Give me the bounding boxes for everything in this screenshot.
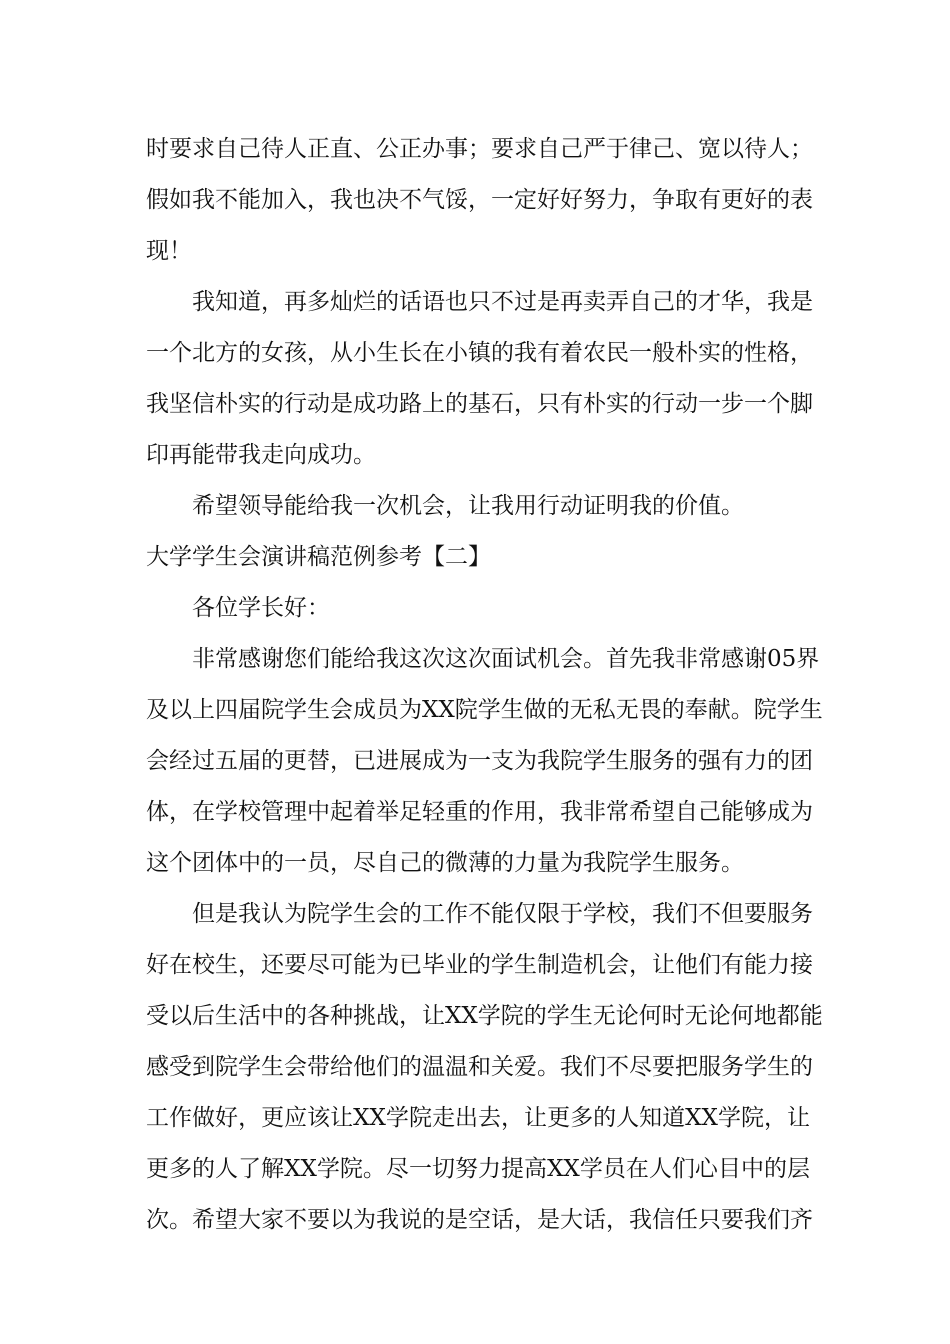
text-line: 我知道，再多灿烂的话语也只不过是再卖弄自己的才华，我是	[192, 289, 813, 315]
text-line: 时要求自己待人正直、公正办事；要求自己严于律己、宽以待人；	[146, 136, 813, 162]
text-line: 非常感谢您们能给我这次这次面试机会。首先我非常感谢05界	[192, 646, 820, 672]
text-line: 但是我认为院学生会的工作不能仅限于学校，我们不但要服务	[192, 901, 813, 927]
text-line: 一个北方的女孩，从小生长在小镇的我有着农民一般朴实的性格，	[146, 340, 813, 366]
document-body	[146, 124, 823, 1246]
text-line: 印再能带我走向成功。	[146, 442, 376, 468]
text-line: 及以上四届院学生会成员为XX院学生做的无私无畏的奉献。院学生	[146, 697, 823, 723]
text-line: 感受到院学生会带给他们的温温和关爱。我们不尽要把服务学生的	[146, 1054, 813, 1080]
text-line: 会经过五届的更替，已进展成为一支为我院学生服务的强有力的团	[146, 748, 813, 774]
text-line: 次。希望大家不要以为我说的是空话，是大话，我信任只要我们齐	[146, 1207, 813, 1233]
text-line: 好在校生，还要尽可能为已毕业的学生制造机会，让他们有能力接	[146, 952, 813, 978]
text-line: 更多的人了解XX学院。尽一切努力提高XX学员在人们心目中的层	[146, 1156, 810, 1182]
text-line: 我坚信朴实的行动是成功路上的基石，只有朴实的行动一步一个脚	[146, 391, 813, 417]
text-line: 这个团体中的一员，尽自己的微薄的力量为我院学生服务。	[146, 850, 744, 876]
text-line: 体，在学校管理中起着举足轻重的作用，我非常希望自己能够成为	[146, 799, 813, 825]
salutation: 各位学长好：	[192, 595, 330, 621]
text-line: 受以后生活中的各种挑战，让XX学院的学生无论何时无论何地都能	[146, 1003, 823, 1029]
section-heading: 大学学生会演讲稿范例参考【二】	[146, 544, 491, 570]
text-line: 工作做好，更应该让XX学院走出去，让更多的人知道XX学院，让	[146, 1105, 810, 1131]
text-line: 假如我不能加入，我也决不气馁，一定好好努力，争取有更好的表	[146, 187, 813, 213]
text-line: 希望领导能给我一次机会，让我用行动证明我的价值。	[192, 493, 744, 519]
text-line: 现！	[146, 238, 192, 264]
